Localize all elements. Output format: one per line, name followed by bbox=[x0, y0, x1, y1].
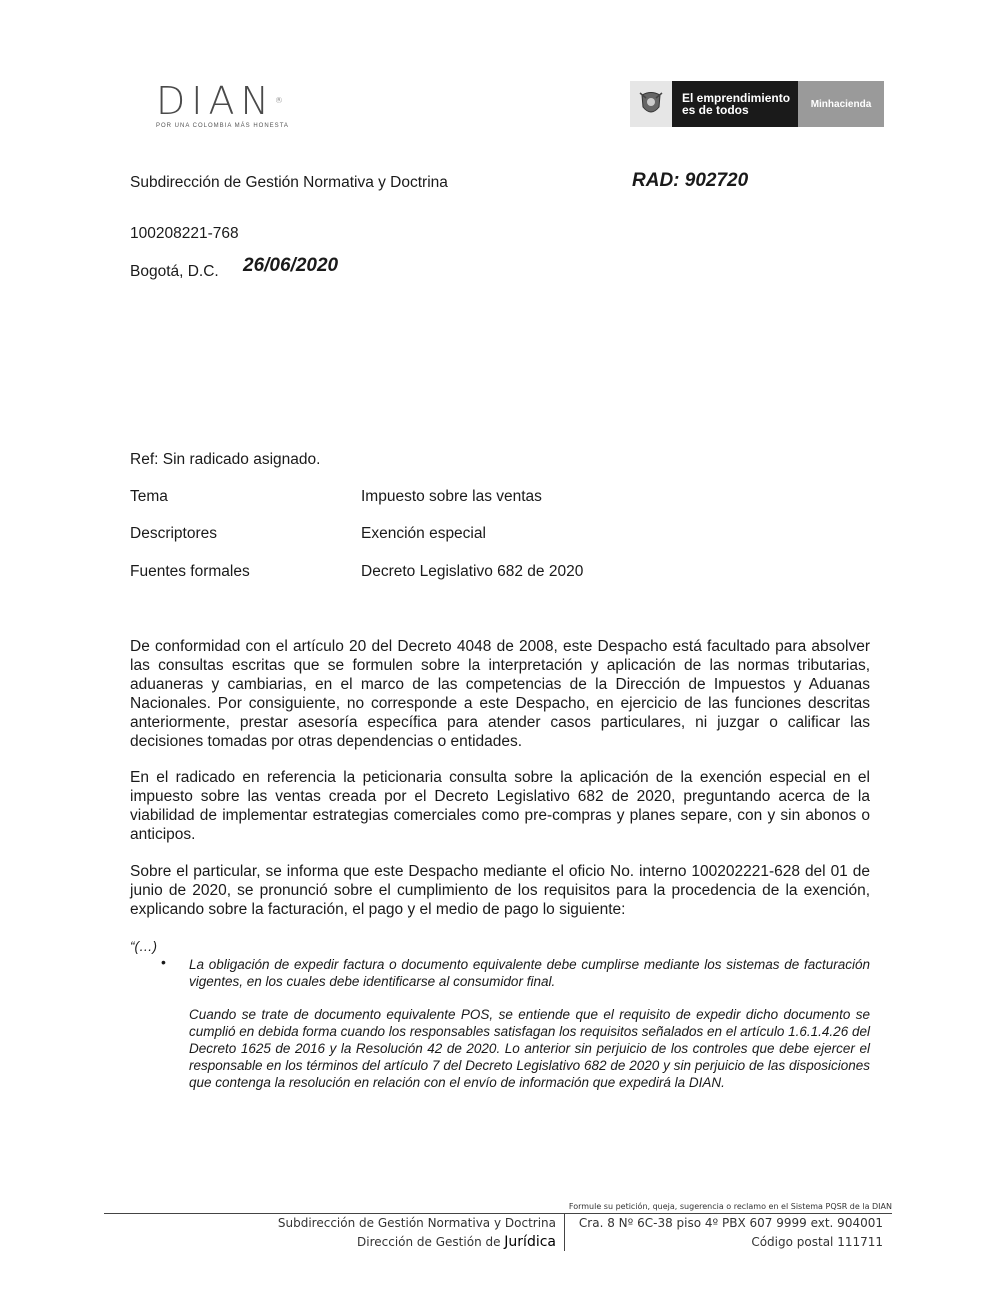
quote-item-invoice: La obligación de expedir factura o documento equivalente debe cumplirse mediante los sistemas de facturación vigentes, en los cuales debe identificarse al consumidor final. bbox=[189, 957, 870, 989]
paragraph-consultation: En el radicado en referencia la peticionaria consulta sobre la aplicación de la exención especial en el impuesto sobre las ventas creada por el Decreto Legislativo 682 de 2020, preguntando acerca de la viabilidad de implementar estrategias comerciales como pre-compras y planes separe, con y sin abonos o anticipos. bbox=[130, 769, 870, 843]
paragraph-reply: Sobre el particular, se informa que este Despacho mediante el oficio No. interno 100202221-628 del 01 de junio de 2020, se pronunció sobre el cumplimiento de los requisitos para la procedencia de la exención, explicando sobre la facturación, el pago y el medio de pago lo siguiente: bbox=[130, 863, 870, 918]
field-label-tema: Tema bbox=[130, 488, 168, 505]
field-value-fuentes: Decreto Legislativo 682 de 2020 bbox=[361, 563, 584, 580]
city: Bogotá, D.C. bbox=[130, 263, 219, 280]
field-label-fuentes: Fuentes formales bbox=[130, 563, 250, 580]
reference-number: 100208221-768 bbox=[130, 225, 239, 242]
field-label-descriptores: Descriptores bbox=[130, 525, 217, 542]
field-value-tema: Impuesto sobre las ventas bbox=[361, 488, 542, 505]
ministry-name: Minhacienda bbox=[798, 81, 884, 127]
coat-of-arms-icon bbox=[630, 81, 672, 127]
dian-logo bbox=[156, 79, 316, 130]
footer-separator bbox=[564, 1214, 565, 1251]
field-value-descriptores: Exención especial bbox=[361, 525, 486, 542]
footer-pqsr: Formule su petición, queja, sugerencia o reclamo en el Sistema PQSR de la DIAN bbox=[568, 1202, 892, 1211]
government-logo bbox=[630, 81, 884, 127]
paragraph-competence: De conformidad con el artículo 20 del Decreto 4048 de 2008, este Despacho está facultado para absolver las consultas escritas que se formulen sobre la interpretación y aplicación de las normas tributarias, aduaneras y cambiarias, en el marco de las competencias de la Dirección de Impuestos y Aduanas Nacionales. Por consiguiente, no corresponde a este Despacho, en ejercicio de las funciones descritas anteriormente, prestar asesoría específica para atender casos particulares, ni juzgar o calificar las decisiones tomadas por otras dependencias o entidades. bbox=[130, 638, 870, 750]
dian-tagline: POR UNA COLOMBIA MÁS HONESTA bbox=[156, 123, 289, 129]
footer-direction: Dirección de Gestión de Jurídica bbox=[357, 1234, 556, 1250]
ref-line: Ref: Sin radicado asignado. bbox=[130, 451, 321, 468]
gov-slogan: El emprendimiento es de todos bbox=[672, 81, 798, 127]
footer-office: Subdirección de Gestión Normativa y Doctrina bbox=[277, 1216, 556, 1230]
quote-item-pos: Cuando se trate de documento equivalente POS, se entiende que el requisito de expedir dicho documento se cumplió en debida forma cuando los responsables satisfagan los requisitos señalados en el artículo 1.6.1.4.26 del Decreto 1625 de 2016 y la Resolución 42 de 2020. Lo anterior sin perjuicio de los controles que debe ejercer el responsable en los términos del artículo 7 del Decreto Legislativo 682 de 2020 y sin perjuicio de las disposiciones que contenga la resolución en relación con el envío de información que expedirá la DIAN. bbox=[189, 1007, 870, 1090]
rad-number: RAD: 902720 bbox=[632, 170, 749, 191]
quote-open: “(…) bbox=[130, 939, 157, 954]
dian-wordmark: DIAN® bbox=[156, 79, 289, 123]
document-date: 26/06/2020 bbox=[243, 255, 339, 276]
footer-address: Cra. 8 Nº 6C-38 piso 4º PBX 607 9999 ext. 904001 bbox=[578, 1216, 883, 1230]
bullet-icon: • bbox=[161, 954, 166, 970]
footer-postal-code: Código postal 111711 bbox=[751, 1235, 883, 1249]
office-name: Subdirección de Gestión Normativa y Doctrina bbox=[130, 174, 448, 191]
